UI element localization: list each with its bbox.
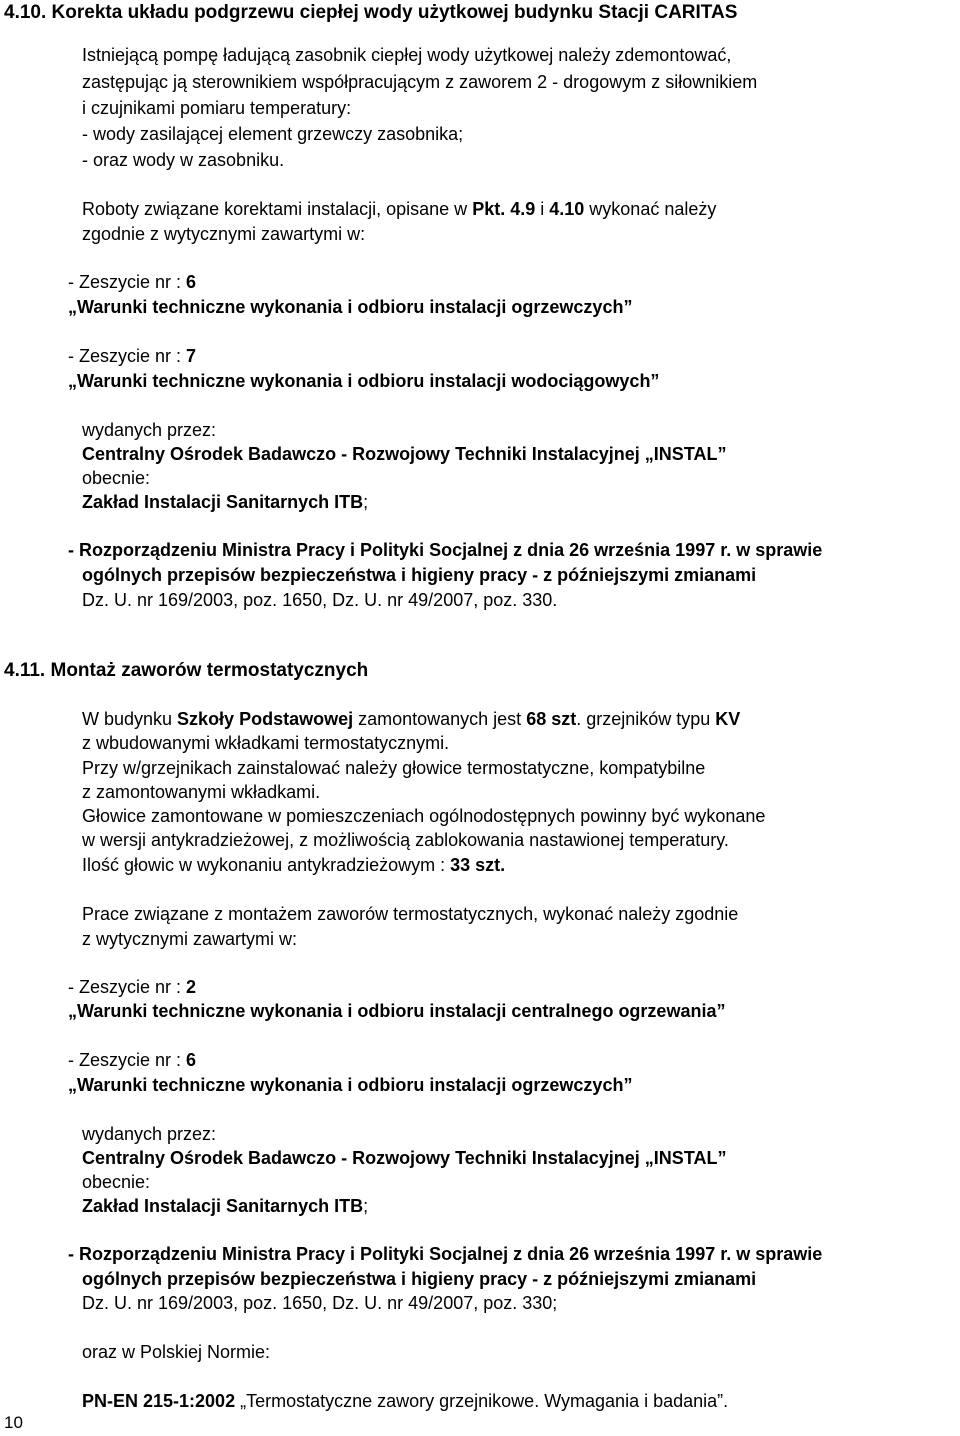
publisher-current bbox=[82, 491, 368, 513]
zeszyt-number: 6 bbox=[186, 1050, 197, 1070]
zeszyt-label: - Zeszycie nr : bbox=[68, 272, 187, 292]
regulation-line: ogólnych przepisów bezpieczeństwa i higieny pracy - z późniejszymi zmianami bbox=[82, 565, 757, 585]
obecnie-label: obecnie: bbox=[82, 1172, 151, 1192]
paragraph-line: Przy w/grzejnikach zainstalować należy głowice termostatyczne, kompatybilne bbox=[82, 758, 706, 778]
zeszyt-label: - Zeszycie nr : bbox=[68, 977, 187, 997]
text-run: W budynku bbox=[82, 709, 178, 729]
zeszyt-line bbox=[68, 271, 196, 293]
zeszyt-title: „Warunki techniczne wykonania i odbioru instalacji ogrzewczych” bbox=[68, 1075, 633, 1095]
norma-line bbox=[82, 1390, 728, 1412]
paragraph-line: z zamontowanymi wkładkami. bbox=[82, 782, 321, 802]
paragraph-line: zastępując ją sterownikiem współpracującym z zaworem 2 - drogowym z siłownikiem bbox=[82, 72, 758, 92]
page-number: 10 bbox=[4, 1413, 23, 1432]
roboty-text: wykonać należy bbox=[584, 199, 717, 219]
obecnie-label: obecnie: bbox=[82, 468, 151, 488]
pkt-ref: Pkt. 4.9 bbox=[472, 199, 536, 219]
text-run: zamontowanych jest bbox=[353, 709, 527, 729]
norma-code: PN-EN 215-1:2002 bbox=[82, 1391, 236, 1411]
semicolon: ; bbox=[363, 492, 369, 512]
zeszyt-title: „Warunki techniczne wykonania i odbioru instalacji wodociągowych” bbox=[68, 371, 660, 391]
zeszyt-line bbox=[68, 345, 196, 367]
regulation-line: - Rozporządzeniu Ministra Pracy i Polityki Socjalnej z dnia 26 września 1997 r. w sprawie bbox=[68, 540, 823, 560]
publisher-current bbox=[82, 1195, 368, 1217]
paragraph-line: z wbudowanymi wkładkami termostatycznymi. bbox=[82, 733, 450, 753]
paragraph-line: i czujnikami pomiaru temperatury: bbox=[82, 98, 352, 118]
radiator-type: KV bbox=[715, 709, 741, 729]
regulation-ref: Dz. U. nr 169/2003, poz. 1650, Dz. U. nr 49/2007, poz. 330. bbox=[82, 590, 558, 610]
prace-line: Prace związane z montażem zaworów termostatycznych, wykonać należy zgodnie bbox=[82, 904, 739, 924]
paragraph-line: - oraz wody w zasobniku. bbox=[82, 150, 285, 170]
zeszyt-label: - Zeszycie nr : bbox=[68, 1050, 187, 1070]
section-heading-4-10: 4.10. Korekta układu podgrzewu ciepłej wody użytkowej budynku Stacji CARITAS bbox=[4, 2, 738, 23]
regulation-line: - Rozporządzeniu Ministra Pracy i Polityki Socjalnej z dnia 26 września 1997 r. w sprawie bbox=[68, 1244, 823, 1264]
zeszyt-title: „Warunki techniczne wykonania i odbioru instalacji ogrzewczych” bbox=[68, 297, 633, 317]
paragraph-line: Głowice zamontowane w pomieszczeniach ogólnodostępnych powinny być wykonane bbox=[82, 806, 766, 826]
regulation-ref: Dz. U. nr 169/2003, poz. 1650, Dz. U. nr 49/2007, poz. 330; bbox=[82, 1293, 558, 1313]
semicolon: ; bbox=[363, 1196, 369, 1216]
school-name: Szkoły Podstawowej bbox=[177, 709, 354, 729]
roboty-line: zgodnie z wytycznymi zawartymi w: bbox=[82, 224, 366, 244]
section-heading-4-11: 4.11. Montaż zaworów termostatycznych bbox=[4, 660, 369, 681]
pkt-ref: 4.10 bbox=[549, 199, 585, 219]
publisher-name: Centralny Ośrodek Badawczo - Rozwojowy Techniki Instalacyjnej „INSTAL” bbox=[82, 1148, 727, 1168]
publisher-current-name: Zakład Instalacji Sanitarnych ITB bbox=[82, 492, 364, 512]
paragraph-line bbox=[82, 854, 505, 876]
prace-line: z wytycznymi zawartymi w: bbox=[82, 929, 298, 949]
zeszyt-number: 2 bbox=[186, 977, 197, 997]
zeszyt-line bbox=[68, 976, 196, 998]
roboty-text: Roboty związane korektami instalacji, opisane w bbox=[82, 199, 473, 219]
paragraph-line bbox=[82, 708, 740, 730]
zeszyt-number: 7 bbox=[186, 346, 197, 366]
publisher-name: Centralny Ośrodek Badawczo - Rozwojowy Techniki Instalacyjnej „INSTAL” bbox=[82, 444, 727, 464]
roboty-text: i bbox=[535, 199, 550, 219]
publisher-current-name: Zakład Instalacji Sanitarnych ITB bbox=[82, 1196, 364, 1216]
text-run: . grzejników typu bbox=[576, 709, 716, 729]
quantity: 68 szt bbox=[526, 709, 577, 729]
quantity: 33 szt. bbox=[450, 855, 506, 875]
norma-intro: oraz w Polskiej Normie: bbox=[82, 1342, 271, 1362]
wydanych-label: wydanych przez: bbox=[82, 1124, 217, 1144]
zeszyt-label: - Zeszycie nr : bbox=[68, 346, 187, 366]
zeszyt-title: „Warunki techniczne wykonania i odbioru instalacji centralnego ogrzewania” bbox=[68, 1001, 726, 1021]
regulation-line: ogólnych przepisów bezpieczeństwa i higieny pracy - z późniejszymi zmianami bbox=[82, 1269, 757, 1289]
zeszyt-line bbox=[68, 1049, 196, 1071]
paragraph-line: w wersji antykradzieżowej, z możliwością zablokowania nastawionej temperatury. bbox=[82, 830, 729, 850]
norma-description: „Termostatyczne zawory grzejnikowe. Wymagania i badania”. bbox=[235, 1391, 729, 1411]
paragraph-line: Istniejącą pompę ładującą zasobnik ciepłej wody użytkowej należy zdemontować, bbox=[82, 45, 732, 65]
zeszyt-number: 6 bbox=[186, 272, 197, 292]
roboty-line bbox=[82, 198, 716, 220]
wydanych-label: wydanych przez: bbox=[82, 420, 217, 440]
paragraph-line: - wody zasilającej element grzewczy zasobnika; bbox=[82, 124, 464, 144]
text-run: Ilość głowic w wykonaniu antykradzieżowym : bbox=[82, 855, 451, 875]
